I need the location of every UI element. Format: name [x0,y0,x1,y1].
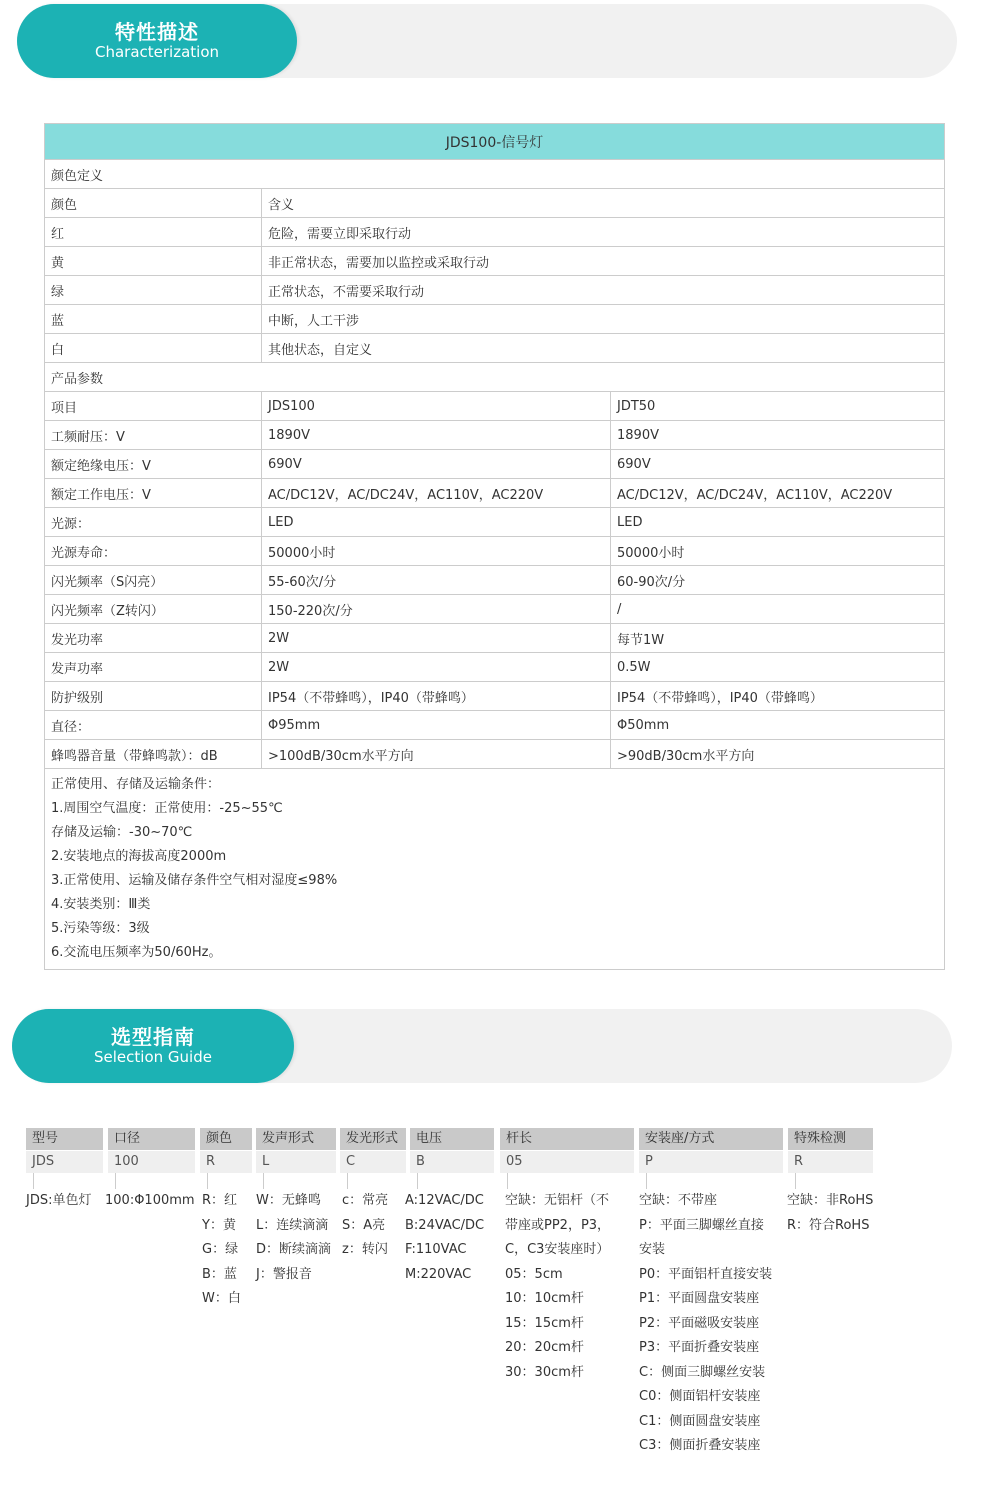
selection-header: 电压 [410,1128,494,1150]
section-title-pill [12,1009,294,1083]
param-name: 发光功率 [45,624,262,653]
selection-header: 特殊检测 [788,1128,873,1150]
note-line: 6.交流电压频率为50/60Hz。 [51,945,222,960]
section-banner-selection [12,1009,952,1083]
param-value-jds100: >100dB/30cm水平方向 [262,740,611,769]
selection-option: A:12VAC/DC [405,1193,484,1208]
selection-option: B：蓝 [202,1266,237,1282]
param-value-jdt50: LED [611,508,945,537]
param-value-jdt50: IP54（不带蜂鸣），IP40（带蜂鸣） [611,682,945,711]
connector-line [646,1173,647,1189]
color-row [45,218,945,247]
param-value-jdt50: 每节1W [611,624,945,653]
selection-value: C [340,1151,406,1173]
param-value-jdt50: 1890V [611,421,945,450]
color-name: 绿 [45,276,262,305]
param-value-jdt50: >90dB/30cm水平方向 [611,740,945,769]
selection-option: C1：侧面圆盘安装座 [639,1413,761,1429]
selection-option: P3：平面折叠安装座 [639,1340,760,1355]
notes-cell [45,769,945,970]
selection-option: Y：黄 [202,1217,236,1233]
header-cell: 项目 [45,392,262,421]
color-name: 黄 [45,247,262,276]
color-meaning: 危险，需要立即采取行动 [262,218,945,247]
section-banner-characterization [17,4,957,78]
color-row [45,247,945,276]
param-name: 额定绝缘电压：V [45,450,262,479]
selection-option: M:220VAC [405,1266,472,1282]
param-value-jds100: 2W [262,653,611,682]
selection-options [105,1189,195,1214]
param-row [45,537,945,566]
param-row [45,711,945,740]
selection-option: B:24VAC/DC [405,1217,485,1233]
section-row [45,363,945,392]
selection-option: 20：20cm杆 [505,1340,584,1355]
param-value-jds100: Φ95mm [262,711,611,740]
connector-line [263,1173,264,1189]
selection-value: B [410,1151,494,1173]
param-row [45,479,945,508]
param-value-jdt50: Φ50mm [611,711,945,740]
color-row [45,276,945,305]
selection-header: 发光形式 [340,1128,406,1150]
param-header-row [45,392,945,421]
selection-header: 安装座/方式 [639,1128,783,1150]
selection-column [788,1128,873,1238]
spec-table [44,123,945,970]
selection-option: P1：平面圆盘安装座 [639,1291,760,1306]
connector-line [207,1173,208,1189]
selection-option: J：警报音 [256,1266,312,1282]
param-value-jds100: 2W [262,624,611,653]
param-row [45,653,945,682]
selection-option: S：A亮 [342,1217,386,1233]
selection-column [340,1128,406,1263]
selection-option: W：无蜂鸣 [256,1193,321,1208]
param-value-jdt50: 50000小时 [611,537,945,566]
selection-option: R：红 [202,1193,238,1208]
header-cell: 含义 [262,189,945,218]
selection-value: JDS [26,1151,103,1173]
section-title-en: Characterization [94,43,220,61]
selection-option: 空缺：不带座 [639,1193,718,1208]
color-header-row [45,189,945,218]
param-value-jds100: 50000小时 [262,537,611,566]
color-name: 红 [45,218,262,247]
selection-value: R [200,1151,252,1173]
param-section-label: 产品参数 [45,363,945,392]
selection-value: R [788,1151,873,1173]
param-name: 闪光频率（S闪亮） [45,566,262,595]
selection-option: G：绿 [202,1242,239,1257]
selection-options [342,1189,406,1263]
selection-options [405,1189,494,1287]
param-name: 发声功率 [45,653,262,682]
param-row [45,566,945,595]
header-cell: JDS100 [262,392,611,421]
selection-option: 05：5cm [505,1266,563,1282]
param-name: 额定工作电压：V [45,479,262,508]
param-value-jdt50: 0.5W [611,653,945,682]
param-row [45,508,945,537]
color-row [45,305,945,334]
selection-column [500,1128,634,1385]
selection-option: L：连续滴滴 [256,1217,329,1233]
selection-option: 100:Φ100mm [105,1193,195,1208]
param-value-jds100: AC/DC12V，AC/DC24V，AC110V，AC220V [262,479,611,508]
selection-option: W：白 [202,1291,241,1306]
selection-option: 带座或PP2，P3， [505,1217,611,1233]
selection-option: F:110VAC [405,1242,467,1257]
param-row [45,421,945,450]
connector-line [795,1173,796,1189]
selection-value: 100 [108,1151,195,1173]
selection-option: R：符合RoHS [787,1217,870,1233]
header-cell: JDT50 [611,392,945,421]
connector-line [33,1173,34,1189]
param-value-jdt50: AC/DC12V，AC/DC24V，AC110V，AC220V [611,479,945,508]
selection-option: C，C3安装座时） [505,1242,610,1257]
header-cell: 颜色 [45,189,262,218]
connector-line [507,1173,508,1189]
selection-option: C0：侧面铝杆安装座 [639,1389,761,1404]
selection-header: 颜色 [200,1128,252,1150]
selection-option: JDS:单色灯 [26,1193,92,1208]
connector-line [115,1173,116,1189]
connector-line [417,1173,418,1189]
selection-option: 空缺：非RoHS [787,1193,874,1208]
selection-options [256,1189,336,1287]
selection-options [787,1189,873,1238]
color-meaning: 其他状态，自定义 [262,334,945,363]
selection-option: z：转闪 [342,1242,388,1257]
selection-header: 杆长 [500,1128,634,1150]
color-meaning: 正常状态，不需要采取行动 [262,276,945,305]
param-value-jds100: 1890V [262,421,611,450]
param-name: 闪光频率（Z转闪） [45,595,262,624]
selection-option: C3：侧面折叠安装座 [639,1438,761,1453]
color-name: 蓝 [45,305,262,334]
table-title: JDS100-信号灯 [45,124,945,160]
param-row [45,624,945,653]
selection-options [26,1189,103,1214]
param-name: 光源： [45,508,262,537]
section-title-en: Selection Guide [94,1048,212,1066]
section-title-cn: 选型指南 [111,1025,195,1049]
selection-column [639,1128,783,1459]
param-name: 防护级别 [45,682,262,711]
selection-option: 10：10cm杆 [505,1291,584,1306]
section-row [45,160,945,189]
selection-option: 安装 [639,1242,666,1257]
selection-option: c：常亮 [342,1193,389,1208]
param-row [45,450,945,479]
selection-header: 发声形式 [256,1128,336,1150]
param-value-jds100: 55-60次/分 [262,566,611,595]
param-row [45,595,945,624]
section-title-pill [17,4,297,78]
selection-value: P [639,1151,783,1173]
note-line: 3.正常使用、运输及储存条件空气相对湿度≤98% [51,873,338,888]
selection-options [505,1189,634,1385]
connector-line [347,1173,348,1189]
note-line: 4.安装类别：Ⅲ类 [51,897,151,912]
selection-option: P0：平面铝杆直接安装 [639,1266,773,1282]
selection-column [200,1128,252,1312]
param-value-jds100: 150-220次/分 [262,595,611,624]
selection-value: 05 [500,1151,634,1173]
param-name: 工频耐压：V [45,421,262,450]
selection-column [105,1128,195,1214]
selection-column [26,1128,103,1214]
selection-option: 空缺：无铝杆（不 [505,1193,610,1208]
selection-options [202,1189,252,1312]
note-line: 正常使用、存储及运输条件： [51,777,221,792]
selection-options [639,1189,783,1459]
color-meaning: 非正常状态，需要加以监控或采取行动 [262,247,945,276]
selection-value: L [256,1151,336,1173]
color-meaning: 中断，人工干涉 [262,305,945,334]
param-value-jds100: LED [262,508,611,537]
param-value-jdt50: 60-90次/分 [611,566,945,595]
section-title-cn: 特性描述 [115,20,199,44]
color-row [45,334,945,363]
param-value-jdt50: 690V [611,450,945,479]
selection-option: D：断续滴滴 [256,1242,332,1257]
param-name: 光源寿命： [45,537,262,566]
selection-column [256,1128,336,1287]
param-name: 直径： [45,711,262,740]
selection-column [405,1128,494,1287]
selection-option: P：平面三脚螺丝直接 [639,1217,764,1233]
param-value-jds100: 690V [262,450,611,479]
selection-header: 口径 [108,1128,195,1150]
selection-header: 型号 [26,1128,103,1150]
color-name: 白 [45,334,262,363]
note-line: 5.污染等级：3级 [51,921,150,936]
note-line: 存储及运输：-30~70℃ [51,825,193,840]
color-section-label: 颜色定义 [45,160,945,189]
selection-option: C：侧面三脚螺丝安装 [639,1364,766,1380]
selection-option: P2：平面磁吸安装座 [639,1315,760,1331]
param-value-jds100: IP54（不带蜂鸣），IP40（带蜂鸣） [262,682,611,711]
param-row [45,740,945,769]
note-line: 1.周围空气温度：正常使用：-25~55℃ [51,801,283,816]
notes-row [45,769,945,970]
selection-option: 30：30cm杆 [505,1364,584,1380]
selection-option: 15：15cm杆 [505,1315,584,1331]
param-name: 蜂鸣器音量（带蜂鸣款）：dB [45,740,262,769]
param-value-jdt50: / [611,595,945,624]
note-line: 2.安装地点的海拔高度2000m [51,849,227,864]
param-row [45,682,945,711]
